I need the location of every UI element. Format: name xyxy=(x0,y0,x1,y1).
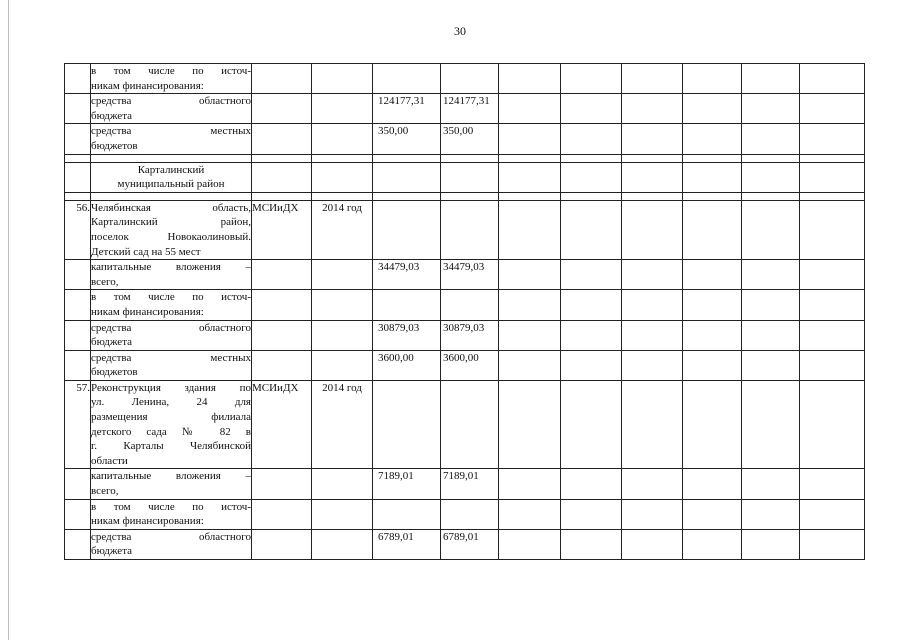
description-line: в том числе по источ- xyxy=(91,291,251,304)
empty-cell xyxy=(742,320,800,350)
year-cell xyxy=(312,469,373,499)
empty-cell xyxy=(742,94,800,124)
empty-cell xyxy=(622,162,683,192)
empty-cell xyxy=(683,192,742,200)
description-cell xyxy=(91,469,252,499)
description-cell xyxy=(91,260,252,290)
item-number-cell xyxy=(65,320,91,350)
description-line: в том числе по источ- xyxy=(91,500,251,513)
description-cell xyxy=(91,290,252,320)
description-line: бюджетов xyxy=(91,366,138,379)
year-cell xyxy=(312,350,373,380)
description-line: в том числе по источ- xyxy=(91,65,251,77)
empty-cell xyxy=(683,64,742,94)
amount-cell xyxy=(441,380,499,469)
empty-cell xyxy=(683,260,742,290)
description-cell xyxy=(91,94,252,124)
description-line: муниципальный район xyxy=(117,178,225,191)
spacer-row xyxy=(65,154,865,162)
description-line: детского сада № 82 в xyxy=(91,425,251,438)
executor-cell xyxy=(252,499,312,529)
empty-cell xyxy=(683,154,742,162)
empty-cell xyxy=(622,260,683,290)
amount-cell xyxy=(441,200,499,259)
empty-cell xyxy=(561,260,622,290)
executor-cell xyxy=(252,529,312,559)
empty-cell xyxy=(742,64,800,94)
empty-cell xyxy=(742,499,800,529)
executor-cell xyxy=(252,320,312,350)
empty-cell xyxy=(742,192,800,200)
amount-cell: 7189,01 xyxy=(373,469,441,499)
item-number-cell xyxy=(65,124,91,154)
empty-cell xyxy=(499,200,561,259)
empty-cell xyxy=(683,380,742,469)
empty-cell xyxy=(742,380,800,469)
empty-cell xyxy=(622,200,683,259)
table-row xyxy=(65,380,865,469)
item-number-cell xyxy=(65,94,91,124)
item-number-cell xyxy=(65,350,91,380)
description-line: Карталинский район, xyxy=(91,216,251,229)
executor-cell: МСИиДХ xyxy=(252,380,312,469)
table-row xyxy=(65,162,865,192)
empty-cell xyxy=(561,124,622,154)
item-number-cell xyxy=(65,469,91,499)
description-line: Челябинская область, xyxy=(91,201,251,214)
year-cell xyxy=(312,124,373,154)
empty-cell xyxy=(622,154,683,162)
amount-cell xyxy=(373,64,441,94)
description-line: г. Карталы Челябинской xyxy=(91,440,251,453)
empty-cell xyxy=(561,380,622,469)
empty-cell xyxy=(800,529,865,559)
executor-cell xyxy=(252,64,312,94)
empty-cell xyxy=(499,192,561,200)
empty-cell xyxy=(622,94,683,124)
empty-cell xyxy=(683,162,742,192)
table-row xyxy=(65,94,865,124)
description-line: капитальные вложения – xyxy=(91,261,251,274)
empty-cell xyxy=(800,200,865,259)
empty-cell xyxy=(561,320,622,350)
amount-cell xyxy=(441,290,499,320)
empty-cell xyxy=(312,154,373,162)
empty-cell xyxy=(499,162,561,192)
empty-cell xyxy=(561,350,622,380)
description-line: средства местных xyxy=(91,351,251,364)
description-line: Реконструкция здания по xyxy=(91,381,251,394)
empty-cell xyxy=(561,154,622,162)
empty-cell xyxy=(561,162,622,192)
item-number-cell: 57. xyxy=(65,380,91,469)
empty-cell xyxy=(800,192,865,200)
item-number-cell xyxy=(65,162,91,192)
description-line: Карталинский xyxy=(137,163,205,176)
amount-cell: 124177,31 xyxy=(373,94,441,124)
empty-cell xyxy=(800,154,865,162)
empty-cell xyxy=(800,290,865,320)
empty-cell xyxy=(683,499,742,529)
empty-cell xyxy=(499,350,561,380)
empty-cell xyxy=(499,64,561,94)
empty-cell xyxy=(312,192,373,200)
amount-cell xyxy=(373,380,441,469)
description-line: бюджета xyxy=(91,336,133,349)
table-row xyxy=(65,350,865,380)
description-cell xyxy=(91,499,252,529)
executor-cell xyxy=(252,162,312,192)
description-cell xyxy=(91,64,252,94)
empty-cell xyxy=(742,154,800,162)
executor-cell xyxy=(252,124,312,154)
description-cell xyxy=(91,200,252,259)
table-row xyxy=(65,290,865,320)
empty-cell xyxy=(622,320,683,350)
empty-cell xyxy=(683,290,742,320)
empty-cell xyxy=(683,350,742,380)
empty-cell xyxy=(499,499,561,529)
table-row xyxy=(65,529,865,559)
item-number-cell: 56. xyxy=(65,200,91,259)
empty-cell xyxy=(742,124,800,154)
empty-cell xyxy=(742,200,800,259)
empty-cell xyxy=(622,64,683,94)
item-number-cell xyxy=(65,260,91,290)
executor-cell xyxy=(252,290,312,320)
description-line: средства областного xyxy=(91,530,251,543)
description-line: средства областного xyxy=(91,95,251,108)
year-cell: 2014 год xyxy=(312,200,373,259)
year-cell xyxy=(312,162,373,192)
year-cell xyxy=(312,499,373,529)
year-cell xyxy=(312,529,373,559)
amount-cell: 6789,01 xyxy=(373,529,441,559)
executor-cell xyxy=(252,469,312,499)
year-cell xyxy=(312,64,373,94)
description-cell xyxy=(91,320,252,350)
amount-cell xyxy=(441,499,499,529)
empty-cell xyxy=(683,469,742,499)
table-row xyxy=(65,64,865,94)
empty-cell xyxy=(91,154,252,162)
empty-cell xyxy=(561,192,622,200)
description-line: ул. Ленина, 24 для xyxy=(91,396,251,409)
table-row xyxy=(65,124,865,154)
amount-cell xyxy=(373,290,441,320)
table-row xyxy=(65,260,865,290)
description-line: никам финансирования: xyxy=(91,79,204,92)
empty-cell xyxy=(800,260,865,290)
empty-cell xyxy=(742,469,800,499)
description-line: капитальные вложения – xyxy=(91,470,251,483)
description-line: никам финансирования: xyxy=(91,515,204,528)
amount-cell xyxy=(373,200,441,259)
item-number-cell xyxy=(65,529,91,559)
table-row xyxy=(65,469,865,499)
empty-cell xyxy=(742,350,800,380)
empty-cell xyxy=(742,162,800,192)
empty-cell xyxy=(800,162,865,192)
table-row xyxy=(65,200,865,259)
empty-cell xyxy=(800,320,865,350)
description-line: всего, xyxy=(91,485,119,498)
year-cell xyxy=(312,290,373,320)
empty-cell xyxy=(800,469,865,499)
empty-cell xyxy=(441,154,499,162)
year-cell: 2014 год xyxy=(312,380,373,469)
description-cell xyxy=(91,350,252,380)
empty-cell xyxy=(252,154,312,162)
empty-cell xyxy=(561,64,622,94)
description-line: средства местных xyxy=(91,125,251,138)
empty-cell xyxy=(499,529,561,559)
amount-cell: 30879,03 xyxy=(373,320,441,350)
empty-cell xyxy=(800,64,865,94)
empty-cell xyxy=(373,154,441,162)
budget-table xyxy=(64,63,865,560)
empty-cell xyxy=(65,154,91,162)
empty-cell xyxy=(499,124,561,154)
empty-cell xyxy=(499,94,561,124)
empty-cell xyxy=(622,124,683,154)
empty-cell xyxy=(441,192,499,200)
amount-cell: 6789,01 xyxy=(441,529,499,559)
description-line: средства областного xyxy=(91,321,251,334)
description-cell xyxy=(91,529,252,559)
description-line: всего, xyxy=(91,275,119,288)
description-line: никам финансирования: xyxy=(91,305,204,318)
empty-cell xyxy=(622,499,683,529)
page-edge-line xyxy=(8,0,9,640)
empty-cell xyxy=(800,499,865,529)
empty-cell xyxy=(683,320,742,350)
executor-cell: МСИиДХ xyxy=(252,200,312,259)
empty-cell xyxy=(742,290,800,320)
empty-cell xyxy=(91,192,252,200)
description-line: бюджета xyxy=(91,109,133,122)
executor-cell xyxy=(252,94,312,124)
empty-cell xyxy=(622,380,683,469)
empty-cell xyxy=(499,469,561,499)
description-line: поселок Новокаолиновый. xyxy=(91,230,251,243)
empty-cell xyxy=(683,200,742,259)
year-cell xyxy=(312,260,373,290)
empty-cell xyxy=(252,192,312,200)
empty-cell xyxy=(742,260,800,290)
empty-cell xyxy=(683,94,742,124)
description-line: Детский сад на 55 мест xyxy=(91,245,201,258)
amount-cell xyxy=(441,64,499,94)
amount-cell xyxy=(441,162,499,192)
empty-cell xyxy=(499,154,561,162)
empty-cell xyxy=(622,469,683,499)
description-line: бюджета xyxy=(91,545,133,558)
empty-cell xyxy=(622,192,683,200)
amount-cell xyxy=(373,162,441,192)
empty-cell xyxy=(683,124,742,154)
spacer-row xyxy=(65,192,865,200)
item-number-cell xyxy=(65,499,91,529)
description-cell xyxy=(91,162,252,192)
executor-cell xyxy=(252,260,312,290)
empty-cell xyxy=(561,94,622,124)
description-line: размещения филиала xyxy=(91,411,251,424)
amount-cell: 3600,00 xyxy=(373,350,441,380)
empty-cell xyxy=(65,192,91,200)
empty-cell xyxy=(800,124,865,154)
empty-cell xyxy=(373,192,441,200)
amount-cell: 7189,01 xyxy=(441,469,499,499)
empty-cell xyxy=(561,290,622,320)
amount-cell: 3600,00 xyxy=(441,350,499,380)
table-row xyxy=(65,320,865,350)
empty-cell xyxy=(622,350,683,380)
executor-cell xyxy=(252,350,312,380)
amount-cell xyxy=(373,499,441,529)
empty-cell xyxy=(742,529,800,559)
empty-cell xyxy=(499,290,561,320)
year-cell xyxy=(312,320,373,350)
empty-cell xyxy=(561,200,622,259)
empty-cell xyxy=(800,350,865,380)
empty-cell xyxy=(800,94,865,124)
description-cell xyxy=(91,124,252,154)
empty-cell xyxy=(499,320,561,350)
empty-cell xyxy=(499,380,561,469)
empty-cell xyxy=(561,529,622,559)
description-line: бюджетов xyxy=(91,139,138,152)
description-line: области xyxy=(91,454,128,467)
page-number: 30 xyxy=(454,24,466,38)
amount-cell: 34479,03 xyxy=(373,260,441,290)
item-number-cell xyxy=(65,290,91,320)
empty-cell xyxy=(800,380,865,469)
year-cell xyxy=(312,94,373,124)
item-number-cell xyxy=(65,64,91,94)
empty-cell xyxy=(622,529,683,559)
empty-cell xyxy=(499,260,561,290)
amount-cell: 350,00 xyxy=(441,124,499,154)
amount-cell: 34479,03 xyxy=(441,260,499,290)
amount-cell: 30879,03 xyxy=(441,320,499,350)
empty-cell xyxy=(561,499,622,529)
table-row xyxy=(65,499,865,529)
amount-cell: 350,00 xyxy=(373,124,441,154)
empty-cell xyxy=(683,529,742,559)
empty-cell xyxy=(561,469,622,499)
empty-cell xyxy=(622,290,683,320)
description-cell xyxy=(91,380,252,469)
amount-cell: 124177,31 xyxy=(441,94,499,124)
